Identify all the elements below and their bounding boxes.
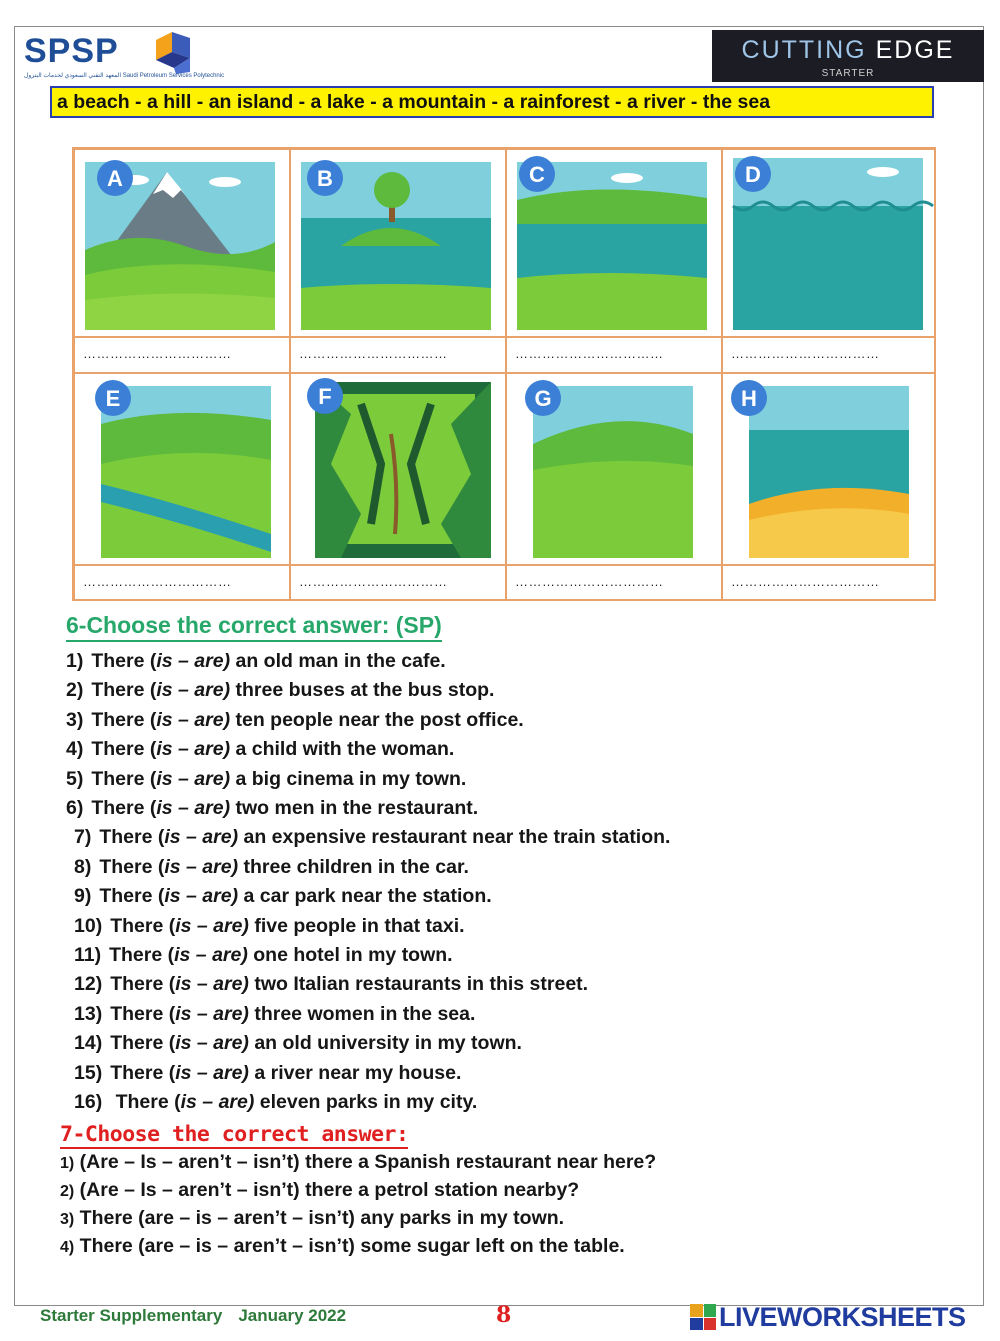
- question-number: 4): [60, 1239, 75, 1256]
- answer-choices[interactable]: is – are): [156, 679, 231, 702]
- question-6-14: [74, 1032, 522, 1055]
- book-title: CUTTING EDGE: [741, 36, 955, 64]
- question-6-15: [74, 1062, 461, 1085]
- liveworksheets-logo-icon: [690, 1304, 716, 1330]
- question-6-9: [74, 885, 492, 908]
- sea-picture-icon: [723, 150, 934, 335]
- book-level: STARTER: [821, 68, 875, 79]
- question-stem: There (: [110, 973, 176, 996]
- footer-course: [40, 1306, 346, 1326]
- question-rest: three buses at the bus stop.: [230, 679, 495, 702]
- question-stem: There (: [91, 797, 157, 819]
- svg-text:F: F: [318, 384, 332, 409]
- question-stem: There (: [110, 1061, 176, 1084]
- question-6-5: [66, 768, 466, 791]
- question-number: 13): [74, 1002, 103, 1025]
- liveworksheets-watermark[interactable]: [690, 1302, 966, 1332]
- question-6-13: [74, 1003, 475, 1026]
- question-7-2[interactable]: [60, 1179, 579, 1202]
- answer-choices[interactable]: is – are): [156, 797, 231, 819]
- answer-choices[interactable]: is – are): [164, 826, 239, 849]
- liveworksheets-text: LIVEWORKSHEETS: [719, 1301, 966, 1332]
- question-number: 2): [66, 679, 84, 702]
- question-number: 10): [74, 914, 103, 937]
- question-number: 14): [74, 1032, 103, 1055]
- question-stem: There (: [91, 767, 157, 790]
- picture-cell-g: [506, 373, 722, 565]
- answer-choices[interactable]: is – are): [180, 1091, 255, 1113]
- section-7-title: 7-Choose the correct answer:: [60, 1122, 409, 1147]
- picture-cell-d: [722, 149, 936, 337]
- answer-choices[interactable]: is – are): [164, 855, 239, 878]
- question-6-6: [66, 797, 478, 820]
- question-rest: an expensive restaurant near the train station.: [238, 826, 671, 849]
- spsp-logo-text: SPSP: [24, 32, 119, 70]
- answer-choices[interactable]: is – are): [164, 885, 239, 908]
- question-7-3[interactable]: [60, 1207, 564, 1230]
- question-7-1[interactable]: [60, 1151, 656, 1174]
- answer-line-h[interactable]: ……………………………: [722, 565, 936, 601]
- svg-text:B: B: [317, 166, 333, 191]
- question-rest: one hotel in my town.: [247, 944, 453, 966]
- cube-logo-icon: [150, 30, 196, 74]
- question-number: 7): [74, 826, 92, 849]
- question-text: There (are – is – aren’t – isn’t) some sugar left on the table.: [74, 1235, 625, 1257]
- answer-choices[interactable]: is – are): [156, 767, 231, 790]
- question-text: There (are – is – aren’t – isn’t) any parks in my town.: [74, 1207, 565, 1229]
- mountain-picture-icon: [75, 150, 288, 335]
- answer-choices[interactable]: is – are): [175, 1002, 249, 1025]
- footer-course-name: Starter Supplementary: [40, 1306, 223, 1325]
- picture-grid: [72, 147, 936, 601]
- question-stem: There (: [110, 1032, 176, 1055]
- question-number: 9): [74, 885, 92, 908]
- answer-choices[interactable]: is – are): [174, 944, 248, 966]
- island-picture-icon: [291, 150, 504, 335]
- lake-picture-icon: [507, 150, 720, 335]
- question-stem: There (: [99, 855, 165, 878]
- question-6-10: [74, 915, 465, 938]
- question-rest: a car park near the station.: [238, 885, 492, 908]
- question-stem: There (: [99, 885, 165, 908]
- question-number: 15): [74, 1061, 103, 1084]
- picture-cell-e: [74, 373, 290, 565]
- question-number: 3): [66, 708, 84, 731]
- picture-cell-b: [290, 149, 506, 337]
- picture-cell-f: [290, 373, 506, 565]
- question-rest: eleven parks in my city.: [254, 1091, 478, 1113]
- word-bank: a beach - a hill - an island - a lake - a mountain - a rainforest - a river - the sea: [50, 86, 934, 118]
- question-6-11: [74, 944, 453, 967]
- question-7-4[interactable]: [60, 1235, 625, 1258]
- question-stem: There (: [91, 650, 157, 672]
- footer-date: January 2022: [238, 1306, 347, 1325]
- answer-choices[interactable]: is – are): [175, 973, 249, 996]
- answer-choices[interactable]: is – are): [156, 650, 231, 672]
- question-number: 3): [60, 1211, 75, 1228]
- svg-text:E: E: [105, 386, 121, 411]
- answer-line-a[interactable]: ……………………………: [74, 337, 290, 373]
- question-number: 2): [60, 1183, 75, 1200]
- question-stem: There (: [110, 914, 176, 937]
- question-rest: five people in that taxi.: [248, 914, 465, 937]
- question-rest: an old university in my town.: [248, 1032, 522, 1055]
- question-stem: There (: [99, 826, 165, 849]
- question-rest: three children in the car.: [238, 855, 469, 878]
- question-number: 1): [66, 650, 84, 672]
- answer-choices[interactable]: is – are): [156, 708, 231, 731]
- spsp-logo: [24, 30, 225, 86]
- answer-choices[interactable]: is – are): [156, 738, 231, 761]
- question-6-3: [66, 709, 524, 732]
- picture-cell-c: [506, 149, 722, 337]
- book-banner: [712, 30, 984, 82]
- svg-text:H: H: [741, 386, 757, 411]
- question-number: 4): [66, 738, 84, 761]
- question-6-12: [74, 973, 588, 996]
- question-stem: There (: [109, 944, 175, 966]
- picture-cell-h: [722, 373, 936, 565]
- question-rest: two Italian restaurants in this street.: [248, 973, 589, 996]
- question-text: (Are – Is – aren’t – isn’t) there a Spanish restaurant near here?: [74, 1151, 657, 1173]
- picture-cell-a: [74, 149, 290, 337]
- question-rest: an old man in the cafe.: [230, 650, 446, 672]
- question-stem: There (: [110, 1002, 176, 1025]
- question-6-16: [74, 1091, 477, 1114]
- svg-text:C: C: [529, 162, 545, 187]
- question-rest: a big cinema in my town.: [230, 767, 467, 790]
- question-number: 6): [66, 797, 84, 819]
- question-number: 5): [66, 767, 84, 790]
- rainforest-picture-icon: [291, 374, 504, 563]
- question-number: 11): [74, 944, 102, 966]
- question-number: 12): [74, 973, 103, 996]
- svg-text:G: G: [534, 386, 552, 411]
- question-6-8: [74, 856, 469, 879]
- question-6-2: [66, 679, 494, 702]
- question-rest: ten people near the post office.: [230, 708, 524, 731]
- answer-line-f[interactable]: ……………………………: [290, 565, 506, 601]
- svg-text:A: A: [107, 166, 123, 191]
- answer-choices[interactable]: is – are): [175, 1032, 249, 1055]
- svg-text:D: D: [745, 162, 761, 187]
- hill-picture-icon: [507, 374, 720, 563]
- question-number: 1): [60, 1155, 75, 1172]
- question-stem: There (: [91, 738, 157, 761]
- river-picture-icon: [75, 374, 288, 563]
- question-rest: three women in the sea.: [248, 1002, 476, 1025]
- question-6-7: [74, 826, 670, 849]
- answer-choices[interactable]: is – are): [175, 1061, 249, 1084]
- section-6-title: 6-Choose the correct answer: (SP): [66, 612, 442, 642]
- spsp-logo-subtitle: المعهد التقني السعودي لخدمات البترول Saudi Petroleum Services Polytechnic: [24, 73, 225, 79]
- question-rest: a river near my house.: [248, 1061, 462, 1084]
- question-number: 16): [74, 1091, 103, 1113]
- answer-line-e[interactable]: ……………………………: [74, 565, 290, 601]
- answer-line-d[interactable]: ……………………………: [722, 337, 936, 373]
- question-text: (Are – Is – aren’t – isn’t) there a petrol station nearby?: [74, 1179, 580, 1201]
- question-stem: There (: [110, 1091, 181, 1113]
- question-rest: two men in the restaurant.: [230, 797, 479, 819]
- beach-picture-icon: [723, 374, 934, 563]
- page-number: 8: [496, 1302, 512, 1328]
- answer-line-b[interactable]: ……………………………: [290, 337, 506, 373]
- question-number: 8): [74, 855, 92, 878]
- question-stem: There (: [91, 708, 157, 731]
- answer-line-c[interactable]: ……………………………: [506, 337, 722, 373]
- answer-line-g[interactable]: ……………………………: [506, 565, 722, 601]
- question-6-1: [66, 650, 446, 673]
- answer-choices[interactable]: is – are): [175, 914, 249, 937]
- question-rest: a child with the woman.: [230, 738, 455, 761]
- question-stem: There (: [91, 679, 157, 702]
- question-6-4: [66, 738, 454, 761]
